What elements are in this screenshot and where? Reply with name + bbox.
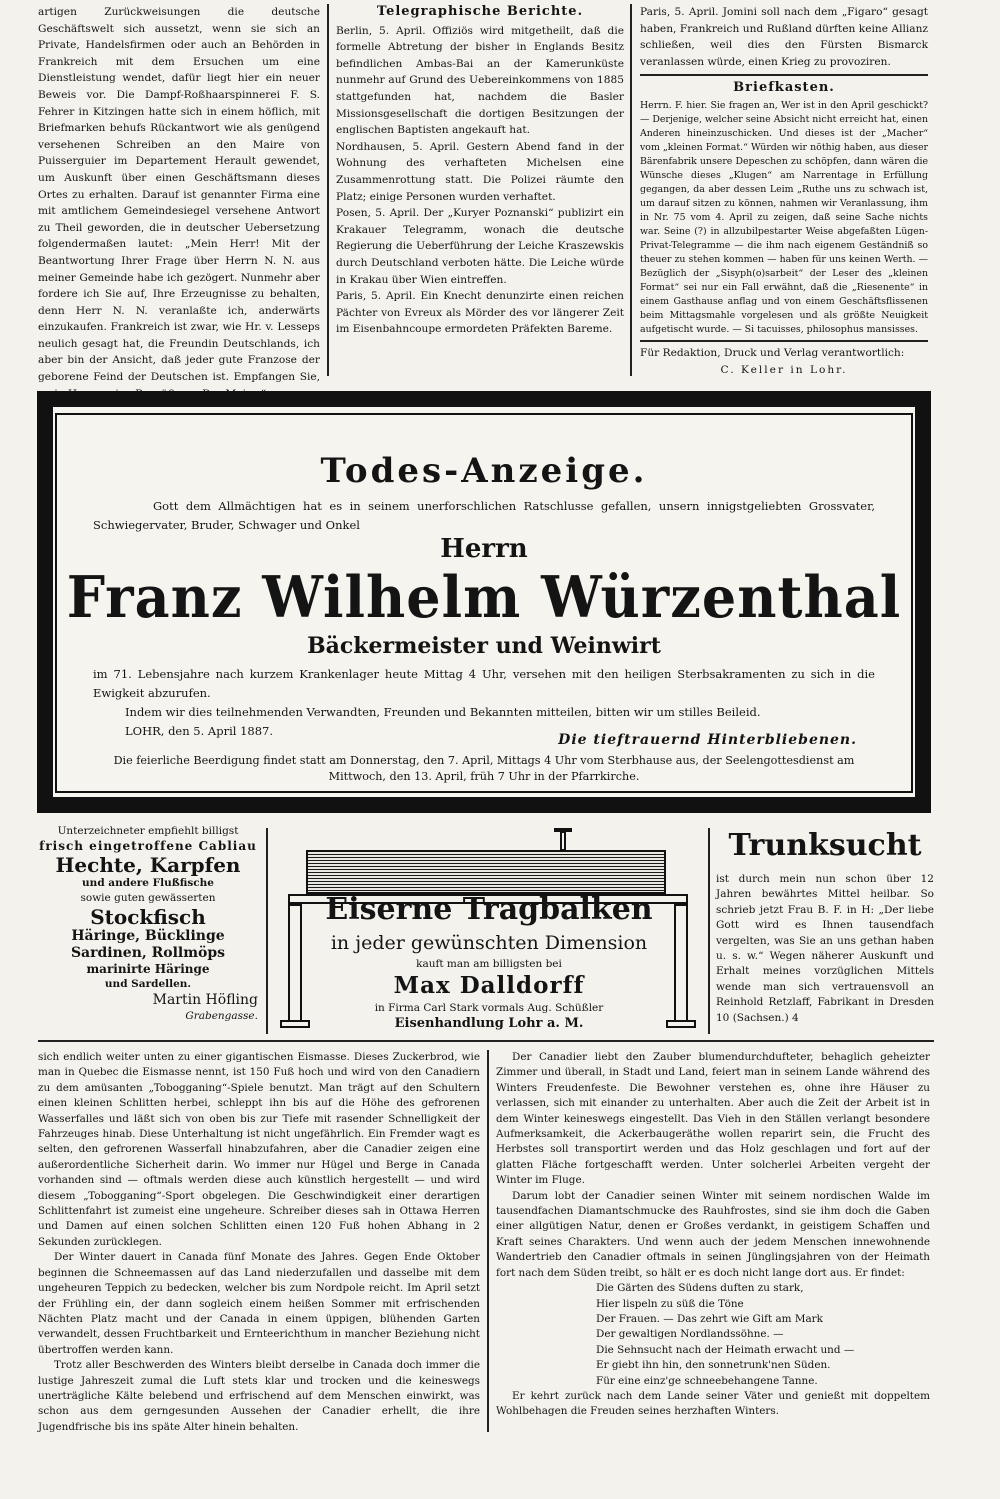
poem-line: Für eine einz'ge schneebehangene Tanne. [596,1374,818,1387]
bottom-column-2 [496,1050,930,1490]
top-column-3 [640,4,928,376]
notice-date: LOHR, den 5. April 1887. [125,724,274,738]
poem-line: Der gewaltigen Nordlandssöhne. — [596,1328,784,1341]
ad-trunksucht [716,826,934,1036]
notice-body-1: im 71. Lebensjahre nach kurzem Krankenlager heute Mittag 4 Uhr, versehen mit den heiligen Sterbsakramenten zu sich in die Ewigkeit abzurufen. [93,667,875,700]
ad-iron-beams-firm: in Firma Carl Stark vormals Aug. Schüßler [374,1002,604,1014]
ad-line: Stockfisch [90,905,206,929]
deceased-name: Franz Wilhelm Würzenthal [66,563,902,631]
beam-illustration [306,850,666,894]
notice-signature: Die tieftrauernd Hinterbliebenen. [558,732,857,748]
article-canada-2: Der Winter dauert in Canada fünf Monate des Jahres. Gegen Ende Oktober beginnen die Schneemassen auf das Land niederzufallen und dasselbe mit dem ungeheuren Teppich zu bedecken, welcher bis zum Nordpole reicht. Im April setzt der Frühling ein, der dann sogleich einem heißen Sommer mit erfrischenden Nächten Platz macht und der Canada in einem üppigen, blühenden Garten verwandelt, dessen Fruchtbarkeit und Ernteerichthum in mancher Beziehung nicht übertroffen werden kann. [38,1251,480,1356]
ad-seller-street: Grabengasse. [185,1010,258,1022]
briefkasten-text: Herrn. F. hier. Sie fragen an, Wer ist in den April geschickt? — Derjenige, welcher seine Absicht nicht erreicht hat, einen Anderen hineinzuschicken. Und dieses ist der „Macher“ vom „kleinen Format.“ Würden wir nöthig haben, aus dieser Bärenfabrik unsere Depeschen zu schöpfen, dann wären die Wünsche dieses „Klugen“ am Narrentage in Erfüllung gegangen, da aber dessen Leim „Ruthe uns zu schwach ist, um darauf sitzen zu können, nahmen wir Veranlassung, ihm in Nr. 75 vom 4. April zu zeigen, daß seine Sache nichts war. Seine (?) in allzubilpestarter Weise abgefaßten Lügen-Privat-Telegramme — die ihm nach eigenem Geständniß so theuer zu stehen kommen — haben für uns keinen Werth. — Bezüglich der „Sisyph(o)sarbeit“ der Leser des „kleinen Format“ sei nur ein Fall erwähnt, daß die „Riesenente“ in einem Gasthause anflag und von einem Geschäftsflissenen beim Mittagsmahle vorgelesen und als größte Neuigkeit aufgetischt wurde. — Si tacuisses, philosophus mansisses. [640,99,929,335]
ad-iron-beams-sub: in jeder gewünschten Dimension [330,932,648,954]
poem-line: Der Frauen. — Das zehrt wie Gift am Mark [596,1312,823,1325]
ad-iron-beams-shop: Eisenhandlung Lohr a. M. [394,1016,584,1031]
poem [496,1281,930,1389]
ad-line: Hechte, Karpfen [55,853,241,877]
death-notice-frame [55,413,913,793]
notice-herrn: Herrn [440,534,528,564]
deceased-occupation: Bäckermeister und Weinwirt [307,633,661,659]
article-canada-4: Der Canadier liebt den Zauber blumendurchdufteter, behaglich geheizter Zimmer und überall, in Stadt und Land, feiert man in seinem Lande während des Winters Freudenfeste. Die Bewohner verstehen es, ohne ihre Häuser zu verlassen, sich mit einander zu unterhalten. Aber auch die Zeit der Arbeit ist in dem Winter keineswegs eingestellt. Das Vieh in den Ställen verlangt besondere Aufmerksamkeit, die Ackerbaugeräthe wollen reparirt sein, die Frucht des Herbstes soll transportirt werden und das Holz geschlagen und fort auf der glatten Fläche fortgeschafft werden. Unter solcherlei Arbeiten vergeht der Winter im Fluge. [496,1051,930,1187]
ad-iron-beams-line: kauft man am billigsten bei [416,958,562,970]
telegraph-posen: Posen, 5. April. Der „Kuryer Poznanski“ publizirt ein Krakauer Telegramm, wonach die deutsche Regierung die Ueberführung der Leiche Kraszewskis durch Deutschland verboten hätte. Die Leiche würde in Krakau über Wien eintreffen. [336,207,624,286]
article-canada-3: Trotz aller Beschwerden des Winters bleibt derselbe in Canada doch immer die lustige Jahreszeit zumal die Luft stets klar und trocken und die keineswegs unerträgliche Kälte belebend und erfrischend auf dem Menschen einwirkt, was schon aus dem gerngesunden Aussehen der Canadier erhellt, die ihre Jugendfrische bis ins späte Alter hinein behalten. [38,1359,480,1433]
top-column-1 [38,4,320,384]
notice-funeral: Die feierliche Beerdigung findet statt am Donnerstag, den 7. April, Mittags 4 Uhr vom Sterbhause aus, der Seelengottesdienst am Mittwoch, den 13. April, früh 7 Uhr in der Pfarrkirche. [113,754,855,783]
telegraph-nordhausen: Nordhausen, 5. April. Gestern Abend fand in der Wohnung des verhafteten Michelsen eine Zusammenrottung statt. Die Polizei räumte den Platz; einige Personen wurden verhaftet. [336,140,624,203]
telegraph-heading: Telegraphische Berichte. [376,4,584,19]
death-notice [37,391,931,813]
notice-body [93,665,875,741]
column-rule [487,1050,489,1432]
ad-line: und Sardellen. [104,978,192,990]
poem-line: Er giebt ihn hin, den sonnetrunk'nen Süden. [596,1359,831,1372]
bottom-column-1 [38,1050,480,1490]
ad-line: frisch eingetroffene Cabliau [39,839,257,853]
article-canada-end: Er kehrt zurück nach dem Lande seiner Väter und genießt mit doppeltem Wohlbehagen die Freuden seines herzhaften Winters. [496,1389,930,1418]
ad-line: sowie guten gewässerten [80,892,216,904]
imprint-line-1: Für Redaktion, Druck und Verlag verantwortlich: [640,346,905,359]
poem-line: Die Sehnsucht nach der Heimath erwacht und — [596,1343,855,1356]
ad-iron-beams-seller: Max Dalldorff [393,972,585,999]
ad-iron-beams-title: Eiserne Tragbalken [325,892,653,927]
column-rule [630,4,632,376]
ad-line: marinirte Häringe [86,962,210,976]
ad-line: Sardinen, Rollmöps [70,945,226,961]
column-rule [708,828,710,1034]
ad-iron-beams [274,826,704,1036]
section-rule [640,340,928,342]
section-rule [38,1040,934,1042]
telegraph-paris: Paris, 5. April. Ein Knecht denunzirte einen reichen Pächter von Evreux als Mörder des vor längerer Zeit im Eisenbahncoupe ermordeten Präfekten Bareme. [336,290,624,336]
column-rule [266,828,268,1034]
notice-body-2: Indem wir dies teilnehmenden Verwandten, Freunden und Bekannten mitteilen, bitten wir um stilles Beileid. [125,705,761,719]
notice-title: Todes-Anzeige. [320,451,648,491]
ad-seller-name: Martin Höfling [152,992,258,1008]
section-rule [640,74,928,76]
briefkasten-heading: Briefkasten. [733,80,835,96]
paris-jomini: Paris, 5. April. Jomini soll nach dem „Figaro“ gesagt haben, Frankreich und Rußland dürften keine Allianz schließen, weil dies den Fürsten Bismarck veranlassen würde, einen Krieg zu provoziren. [640,6,928,68]
imprint-line-2: C. Keller in Lohr. [720,363,848,376]
poem-line: Hier lispeln zu süß die Töne [596,1297,744,1310]
column-rule [327,4,329,376]
top-column-2 [336,4,624,376]
ad-trunksucht-title: Trunksucht [728,828,922,863]
article-canada-5: Darum lobt der Canadier seinen Winter mit seinem nordischen Walde im tausendfachen Diamantschmucke des Rauhfrostes, sind sie ihm doch die Gaben einer allgütigen Natur, denen er Großes verdankt, in geistigem Schaffen und Kraft seines Charakters. Und wenn auch der jedem Menschen innewohnende Wandertrieb den Canadier oftmals in seinen Jünglingsjahren von der Heimath fort nach dem Süden treibt, so hält er es doch nicht lange dort aus. Er findet: [496,1189,930,1279]
beam-illustration [560,831,566,851]
ad-fish-hoefling [38,824,258,1036]
ad-line: Häringe, Bücklinge [71,928,225,944]
telegraph-berlin: Berlin, 5. April. Offiziös wird mitgetheilt, daß die formelle Abtretung der bisher in Englands Besitz befindlichen Ambas-Bai an der Kamerunküste nunmehr auf Grund des Uebereinkommens von 1885 stattgefunden hat, nachdem die Basler Missionsgesellschaft die dortigen Besitzungen der englischen Baptisten angekauft hat. [336,24,624,137]
notice-intro: Gott dem Allmächtigen hat es in seinem unerforschlichen Ratschlusse gefallen, unsern innigstgeliebten Grossvater, Schwiegervater, Bruder, Schwager und Onkel [93,499,875,532]
ad-line: Unterzeichneter empfiehlt billigst [57,825,239,837]
ad-trunksucht-text: ist durch mein nun schon über 12 Jahren bewährtes Mittel heilbar. So schrieb jetzt Frau B. F. in H: „Der liebe Gott wird es Ihnen tausendfach vergelten, was Sie an uns gethan haben u. s. w.“ Wegen näherer Auskunft und Erhalt meines vorzüglichen Mittels wende man sich vertrauensvoll an Reinhold Retzlaff, Fabrikant in Dresden 10 (Sachsen.) 4 [716,873,934,1024]
article-canada-1: sich endlich weiter unten zu einer gigantischen Eismasse. Dieses Zuckerbrod, wie man in Quebec die Eismasse nennt, ist 150 Fuß hoch und wird von den Canadiern zu dem amüsanten „Tobogganing“-Spiele benutzt. Man trägt auf den Schultern einen kleinen Schlitten herbei, schleppt ihn bis auf die Höhe des gefrorenen Wasserfalles und läßt sich von oben bis zur Tiefe mit rasender Schnelligkeit der Fahrzeuges hinab. Diese Unterhaltung ist nicht ungefährlich. Ein Fremder wagt es selten, den gefrorenen Wasserfall hinabzufahren, aber die Canadier zeigen eine außerordentliche Sicherheit darin. Wo immer nur Hügel und Berge in Canada vorhanden sind — oftmals werden diese auch künstlich hergestellt — und wird diesem „Tobogganing“-Sport obgelegen. Die Geschwindigkeit einer derartigen Schlittenfahrt ist zumeist eine ungeheure. Schreiber dieses sah in Ottawa Herren und Damen auf einen solchen Schlitten einen 120 Fuß hohen Abhang in 2 Sekunden zurücklegen. [38,1051,480,1248]
ad-line: und andere Flußfische [82,877,214,889]
article-maire-letter: artigen Zurückweisungen die deutsche Geschäftswelt sich aussetzt, wenn sie sich an Private, Handelsfirmen oder auch an Behörden in Frankreich mit dem Ersuchen um eine Dienstleistung wendet, dafür liegt hier ein neuer Beweis vor. Die Dampf-Roßhaarspinnerei F. S. Fehrer in Kitzingen hatte sich in einem höflich, mit Briefmarken behufs Rückantwort wie als genügend versehenen Schreiben an den Maire von Puisserguier im Departement Herault gewendet, um Auskunft über einen Geschäftsmann dieses Ortes zu erhalten. Darauf ist genannter Firma eine mit amtlichem Gemeindesiegel versehene Antwort zu Theil geworden, die in deutscher Uebersetzung folgendermaßen lautet: „Mein Herr! Mit der Beantwortung Ihrer Frage über Herrn N. N. aus meiner Gemeinde habe ich gezögert. Nunmehr aber fordere ich Sie auf, Ihre Erzeugnisse zu behalten, denn Herr N. N. veranlaßte ich, anderwärts einzukaufen. Frankreich ist zwar, wie Hr. v. Lesseps neulich gesagt hat, die Freundin Deutschlands, ich aber bin der Ansicht, daß jeder gute Franzose der geborene Feind der Deutschen ist. Empfangen Sie, [38,6,320,384]
poem-line: Die Gärten des Südens duften zu stark, [596,1282,804,1295]
